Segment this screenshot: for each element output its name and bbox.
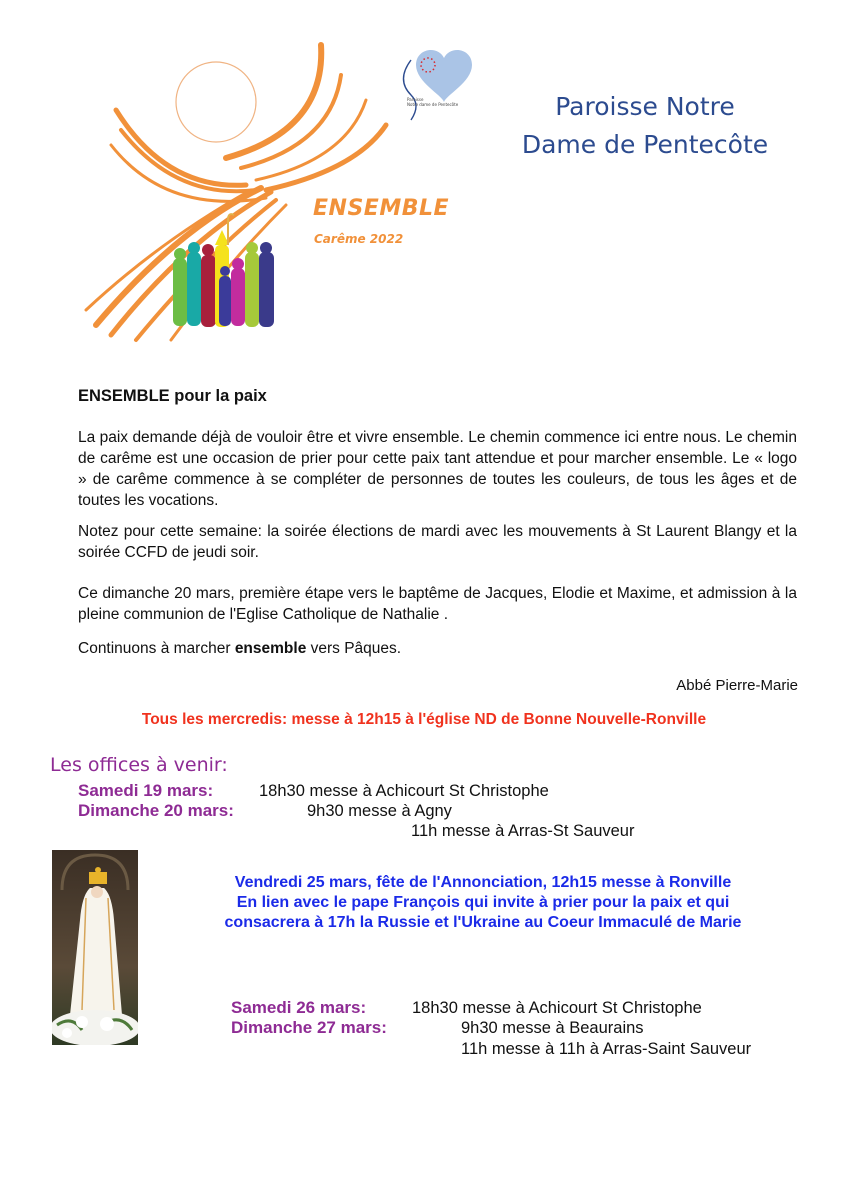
lent-ensemble-logo-icon [76,40,496,350]
article-paragraph-1: La paix demande déjà de vouloir être et vivre ensemble. Le chemin commence ici entre nous. Le chemin de carême est une occasion de prier pour cette paix tant attendue et pour marcher ensemble. Le « logo » de carême commence à se compléter de personnes de toutes les couleurs, de tous les âges et de toutes les vocations. [78,429,797,509]
closing-text-bold: ensemble [234,640,307,657]
parish-badge-caption [407,97,458,107]
annunciation-notice-line1: Vendredi 25 mars, fête de l'Annonciation, 12h15 messe à Ronville [234,874,732,891]
schedule-time: 18h30 messe à Achicourt St Christophe [259,782,549,800]
schedule-day: Samedi 26 mars: [231,998,367,1017]
weekly-mass-notice: Tous les mercredis: messe à 12h15 à l'église ND de Bonne Nouvelle-Ronville [141,711,707,728]
parish-title-line1: Paroisse Notre [555,92,735,121]
closing-text-end: vers Pâques. [306,640,402,657]
parish-badge-caption-line2: Notre dame de Pentecôte [407,102,459,107]
signature: Abbé Pierre-Marie [676,677,798,694]
logo-subtitle: Carême 2022 [314,232,404,246]
annunciation-notice [150,873,816,933]
schedule-row [231,1018,387,1038]
annunciation-notice-line3: consacrera à 17h la Russie et l'Ukraine au Coeur Immaculé de Marie [224,914,742,931]
offices-title: Les offices à venir: [50,754,228,776]
annunciation-notice-line2: En lien avec le pape François qui invite à prier pour la paix et qui [236,894,730,911]
lent-ensemble-logo [76,40,496,350]
schedule-time: 9h30 messe à Agny [307,802,452,820]
schedule-time: 11h messe à 11h à Arras-Saint Sauveur [461,1040,752,1058]
heart-parish-icon [404,50,473,120]
parish-title-line2: Dame de Pentecôte [521,130,769,159]
article-closing [78,638,797,659]
article-heading: ENSEMBLE pour la paix [78,387,267,405]
article-paragraph-3: Ce dimanche 20 mars, première étape vers le baptême de Jacques, Elodie et Maxime, et admission à la pleine communion de l'Eglise Catholique de Nathalie . [78,585,797,623]
schedule-row [78,781,213,801]
parish-badge-caption-line1: Paroisse [407,97,424,102]
schedule-day: Dimanche 20 mars: [78,801,234,820]
parish-title [500,88,790,164]
schedule-time: 11h messe à Arras-St Sauveur [411,822,635,840]
our-lady-of-fatima-statue-icon [52,850,138,1045]
closing-text-start: Continuons à marcher [78,640,235,657]
schedule-row [231,998,366,1018]
schedule-row [78,801,234,821]
logo-title: ENSEMBLE [313,196,450,221]
schedule-day: Samedi 19 mars: [78,781,214,800]
schedule-time: 9h30 messe à Beaurains [461,1019,644,1037]
statue-photo [52,850,138,1045]
schedule-time: 18h30 messe à Achicourt St Christophe [412,999,702,1017]
article-paragraph-2: Notez pour cette semaine: la soirée élections de mardi avec les mouvements à St Laurent Blangy et la soirée CCFD de jeudi soir. [78,523,797,561]
schedule-day: Dimanche 27 mars: [231,1018,387,1037]
